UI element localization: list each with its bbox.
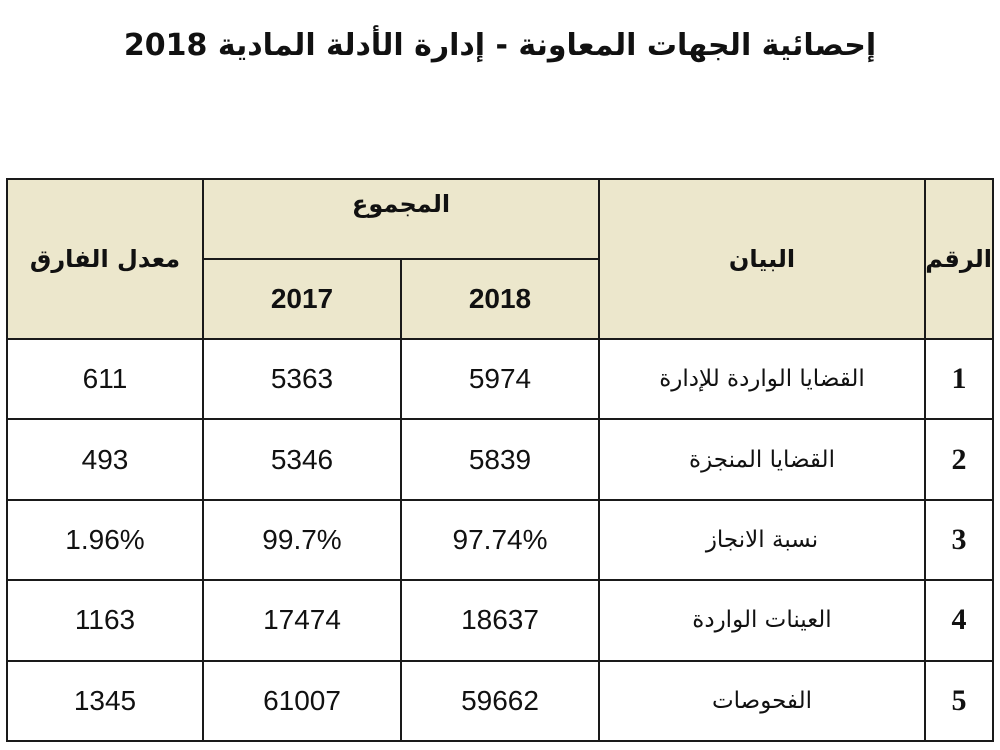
row-difference: 1345: [7, 661, 203, 741]
table-row: [7, 419, 993, 499]
table-row: [7, 661, 993, 741]
row-number: 5: [925, 661, 993, 741]
header-difference: معدل الفارق: [7, 179, 203, 339]
row-difference: 611: [7, 339, 203, 419]
statistics-table: [6, 178, 994, 742]
row-number: 1: [925, 339, 993, 419]
row-value-2017: 99.7%: [203, 500, 401, 580]
header-statement: البيان: [599, 179, 925, 339]
row-number: 2: [925, 419, 993, 499]
row-value-2018: 97.74%: [401, 500, 599, 580]
row-value-2017: 5346: [203, 419, 401, 499]
row-difference: 493: [7, 419, 203, 499]
row-value-2017: 17474: [203, 580, 401, 660]
header-year-2017: 2017: [203, 259, 401, 339]
row-value-2017: 5363: [203, 339, 401, 419]
table-row: [7, 500, 993, 580]
row-value-2018: 5974: [401, 339, 599, 419]
header-number: الرقم: [925, 179, 993, 339]
row-difference: 1163: [7, 580, 203, 660]
table-row: [7, 580, 993, 660]
table-body: [7, 339, 993, 741]
row-statement: العينات الواردة: [599, 580, 925, 660]
row-number: 4: [925, 580, 993, 660]
row-value-2018: 18637: [401, 580, 599, 660]
row-difference: 1.96%: [7, 500, 203, 580]
header-total: المجموع: [203, 179, 599, 259]
row-value-2017: 61007: [203, 661, 401, 741]
row-value-2018: 59662: [401, 661, 599, 741]
row-statement: الفحوصات: [599, 661, 925, 741]
row-statement: القضايا الواردة للإدارة: [599, 339, 925, 419]
row-statement: نسبة الانجاز: [599, 500, 925, 580]
row-statement: القضايا المنجزة: [599, 419, 925, 499]
table-header: [7, 179, 993, 339]
header-year-2018: 2018: [401, 259, 599, 339]
table-row: [7, 339, 993, 419]
row-value-2018: 5839: [401, 419, 599, 499]
row-number: 3: [925, 500, 993, 580]
page-title: إحصائية الجهات المعاونة - إدارة الأدلة المادية 2018: [123, 28, 877, 63]
header-row: [7, 179, 993, 259]
